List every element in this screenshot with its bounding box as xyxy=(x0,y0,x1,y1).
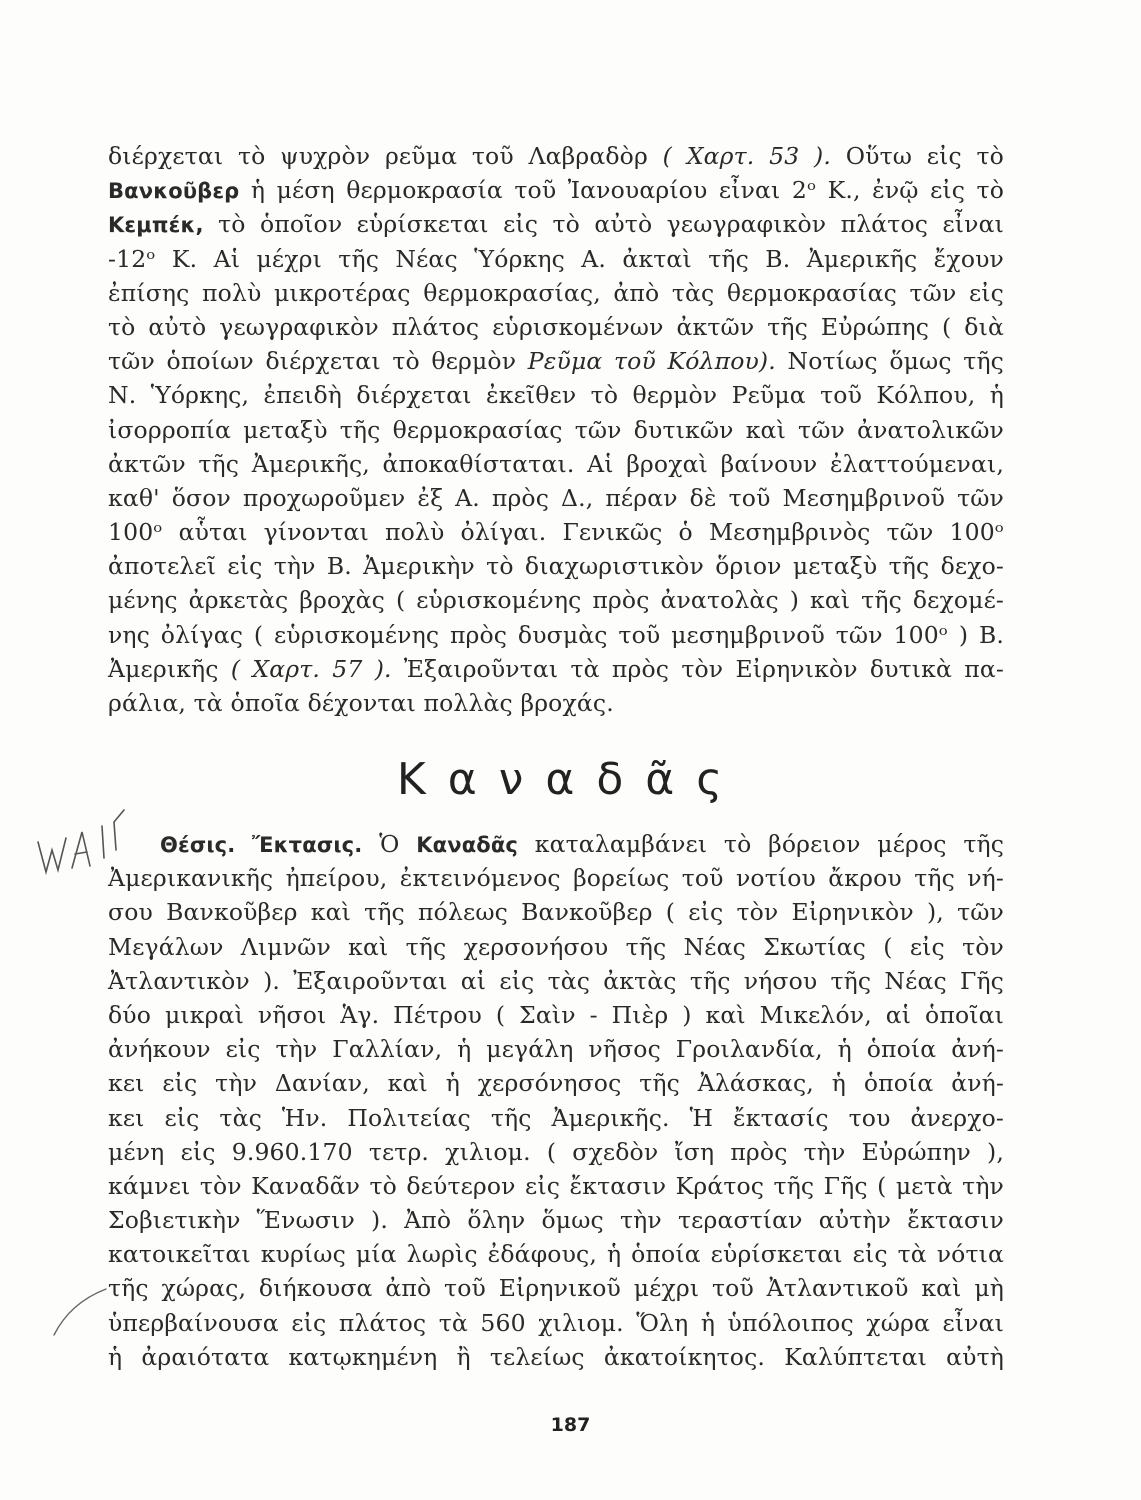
text-line: τὸ αὐτὸ γεωγραφικὸν πλάτος εὑρισκομένων ἀκτῶν τῆς Εὐρώπης ( διὰ xyxy=(108,312,1004,341)
text-line: δύο μικραὶ νῆσοι Ἁγ. Πέτρου ( Σαὶν - Πιὲρ ) καὶ Μικελόν, αἱ ὁποῖαι xyxy=(108,1000,1004,1029)
text-line: 100ᵒ αὗται γίνονται πολὺ ὀλίγαι. Γενικῶς ὁ Μεσημβρινὸς τῶν 100ᵒ xyxy=(108,518,1004,547)
text-line: Ἀμερικῆς ( Χαρτ. 57 ). Ἐξαιροῦνται τὰ πρὸς τὸν Εἰρηνικὸν δυτικὰ πα- xyxy=(108,654,1004,683)
canada-position-paragraph xyxy=(108,827,1004,1374)
text-line: καθ' ὅσον προχωροῦμεν ἐξ Α. πρὸς Δ., πέραν δὲ τοῦ Μεσημβρινοῦ τῶν xyxy=(108,483,1004,512)
page-number: 187 xyxy=(550,1414,591,1436)
text-line: κει εἰς τὴν Δανίαν, καὶ ἡ χερσόνησος τῆς Ἀλάσκας, ἡ ὁποία ἀνή- xyxy=(108,1069,1004,1098)
text-line: τῆς χώρας, διήκουσα ἀπὸ τοῦ Εἰρηνικοῦ μέχρι τοῦ Ἀτλαντικοῦ καὶ μὴ xyxy=(108,1274,1004,1303)
section-title: Καναδᾶς xyxy=(396,754,745,805)
text-line: ἀνήκουν εἰς τὴν Γαλλίαν, ἡ μεγάλη νῆσος Γροιλανδία, ἡ ὁποία ἀνή- xyxy=(108,1035,1004,1064)
climate-paragraph xyxy=(108,139,1004,720)
text-line: νης ὀλίγας ( εὑρισκομένης πρὸς δυσμὰς τοῦ μεσημβρινοῦ τῶν 100ᵒ ) Β. xyxy=(108,620,1004,649)
text-line: Βανκοῦβερ ἡ μέση θερμοκρασία τοῦ Ἰανουαρίου εἶναι 2ᵒ Κ., ἐνῷ εἰς τὸ xyxy=(108,176,1004,205)
pencil-mark xyxy=(50,1285,110,1340)
subsection-heading: Θέσις. Ἔκτασις. xyxy=(160,833,363,857)
text-line: ὑπερβαίνουσα εἰς πλάτος τὰ 560 χιλιομ. Ὅλη ἡ ὑπόλοιπος χώρα εἶναι xyxy=(108,1308,1004,1337)
text-line: Ἀτλαντικὸν ). Ἐξαιροῦνται αἱ εἰς τὰς ἀκτὰς τῆς νήσου τῆς Νέας Γῆς xyxy=(108,966,1004,995)
text-line: Κεμπέκ, τὸ ὁποῖον εὑρίσκεται εἰς τὸ αὐτὸ γεωγραφικὸν πλάτος εἶναι xyxy=(108,210,1004,239)
text-line: κατοικεῖται κυρίως μία λωρὶς ἐδάφους, ἡ ὁποία εὑρίσκεται εἰς τὰ νότια xyxy=(108,1240,1004,1269)
place-name-quebec: Κεμπέκ, xyxy=(108,213,204,238)
text-line: μένης ἀρκετὰς βροχὰς ( εὑρισκομένης πρὸς ἀνατολὰς ) καὶ τῆς δεχομέ- xyxy=(108,586,1004,615)
text-line: Μεγάλων Λιμνῶν καὶ τῆς χερσονήσου τῆς Νέας Σκωτίας ( εἰς τὸν xyxy=(108,932,1004,961)
text-line: ἐπίσης πολὺ μικροτέρας θερμοκρασίας, ἀπὸ τὰς θερμοκρασίας τῶν εἰς xyxy=(108,278,1004,307)
country-name: Καναδᾶς xyxy=(416,833,519,857)
text-line: Σοβιετικὴν Ἕνωσιν ). Ἀπὸ ὅλην ὅμως τὴν τεραστίαν αὐτὴν ἔκτασιν xyxy=(108,1206,1004,1235)
text-line: κει εἰς τὰς Ἡν. Πολιτείας τῆς Ἀμερικῆς. Ἡ ἔκτασίς του ἀνερχο- xyxy=(108,1103,1004,1132)
text-line: κάμνει τὸν Καναδᾶν τὸ δεύτερον εἰς ἔκτασιν Κράτος τῆς Γῆς ( μετὰ τὴν xyxy=(108,1171,1004,1200)
text-line: ἀκτῶν τῆς Ἀμερικῆς, ἀποκαθίσταται. Αἱ βροχαὶ βαίνουν ἐλαττούμεναι, xyxy=(108,449,1004,478)
text-line: μένη εἰς 9.960.170 τετρ. χιλιομ. ( σχεδὸν ἴση πρὸς τὴν Εὐρώπην ), xyxy=(108,1137,1004,1166)
place-name-vancouver: Βανκοῦβερ xyxy=(108,179,240,204)
text-line: σου Βανκοῦβερ καὶ τῆς πόλεως Βανκοῦβερ ( εἰς τὸν Εἰρηνικὸν ), τῶν xyxy=(108,898,1004,927)
text-line: ἰσορροπία μεταξὺ τῆς θερμοκρασίας τῶν δυτικῶν καὶ τῶν ἀνατολικῶν xyxy=(108,415,1004,444)
text-line: διέρχεται τὸ ψυχρὸν ρεῦμα τοῦ Λαβραδὸρ ( Χαρτ. 53 ). Οὕτω εἰς τὸ xyxy=(108,142,1004,170)
text-line: Ἀμερικανικῆς ἠπείρου, ἐκτεινόμενος βορείως τοῦ νοτίου ἄκρου τῆς νή- xyxy=(108,864,1004,893)
text-line: ἡ ἀραιότατα κατῳκημένη ἢ τελείως ἀκατοίκητος. Καλύπτεται αὐτὴ xyxy=(108,1342,1004,1371)
text-line: ράλια, τὰ ὁποῖα δέχονται πολλὰς βροχάς. xyxy=(108,689,614,717)
text-line: τῶν ὁποίων διέρχεται τὸ θερμὸν Ρεῦμα τοῦ Κόλπου). Νοτίως ὅμως τῆς xyxy=(108,347,1004,376)
text-line: Ν. Ὑόρκης, ἐπειδὴ διέρχεται ἐκεῖθεν τὸ θερμὸν Ρεῦμα τοῦ Κόλπου, ἡ xyxy=(108,381,1004,410)
text-line: Θέσις. Ἔκτασις. Ὁ Καναδᾶς καταλαμβάνει τὸ βόρειον μέρος τῆς xyxy=(160,830,1005,858)
text-line: -12ᵒ Κ. Αἱ μέχρι τῆς Νέας Ὑόρκης Α. ἀκταὶ τῆς Β. Ἀμερικῆς ἔχουν xyxy=(108,244,1004,273)
text-line: ἀποτελεῖ εἰς τὴν Β. Ἀμερικὴν τὸ διαχωριστικὸν ὅριον μεταξὺ τῆς δεχο- xyxy=(108,552,1004,581)
